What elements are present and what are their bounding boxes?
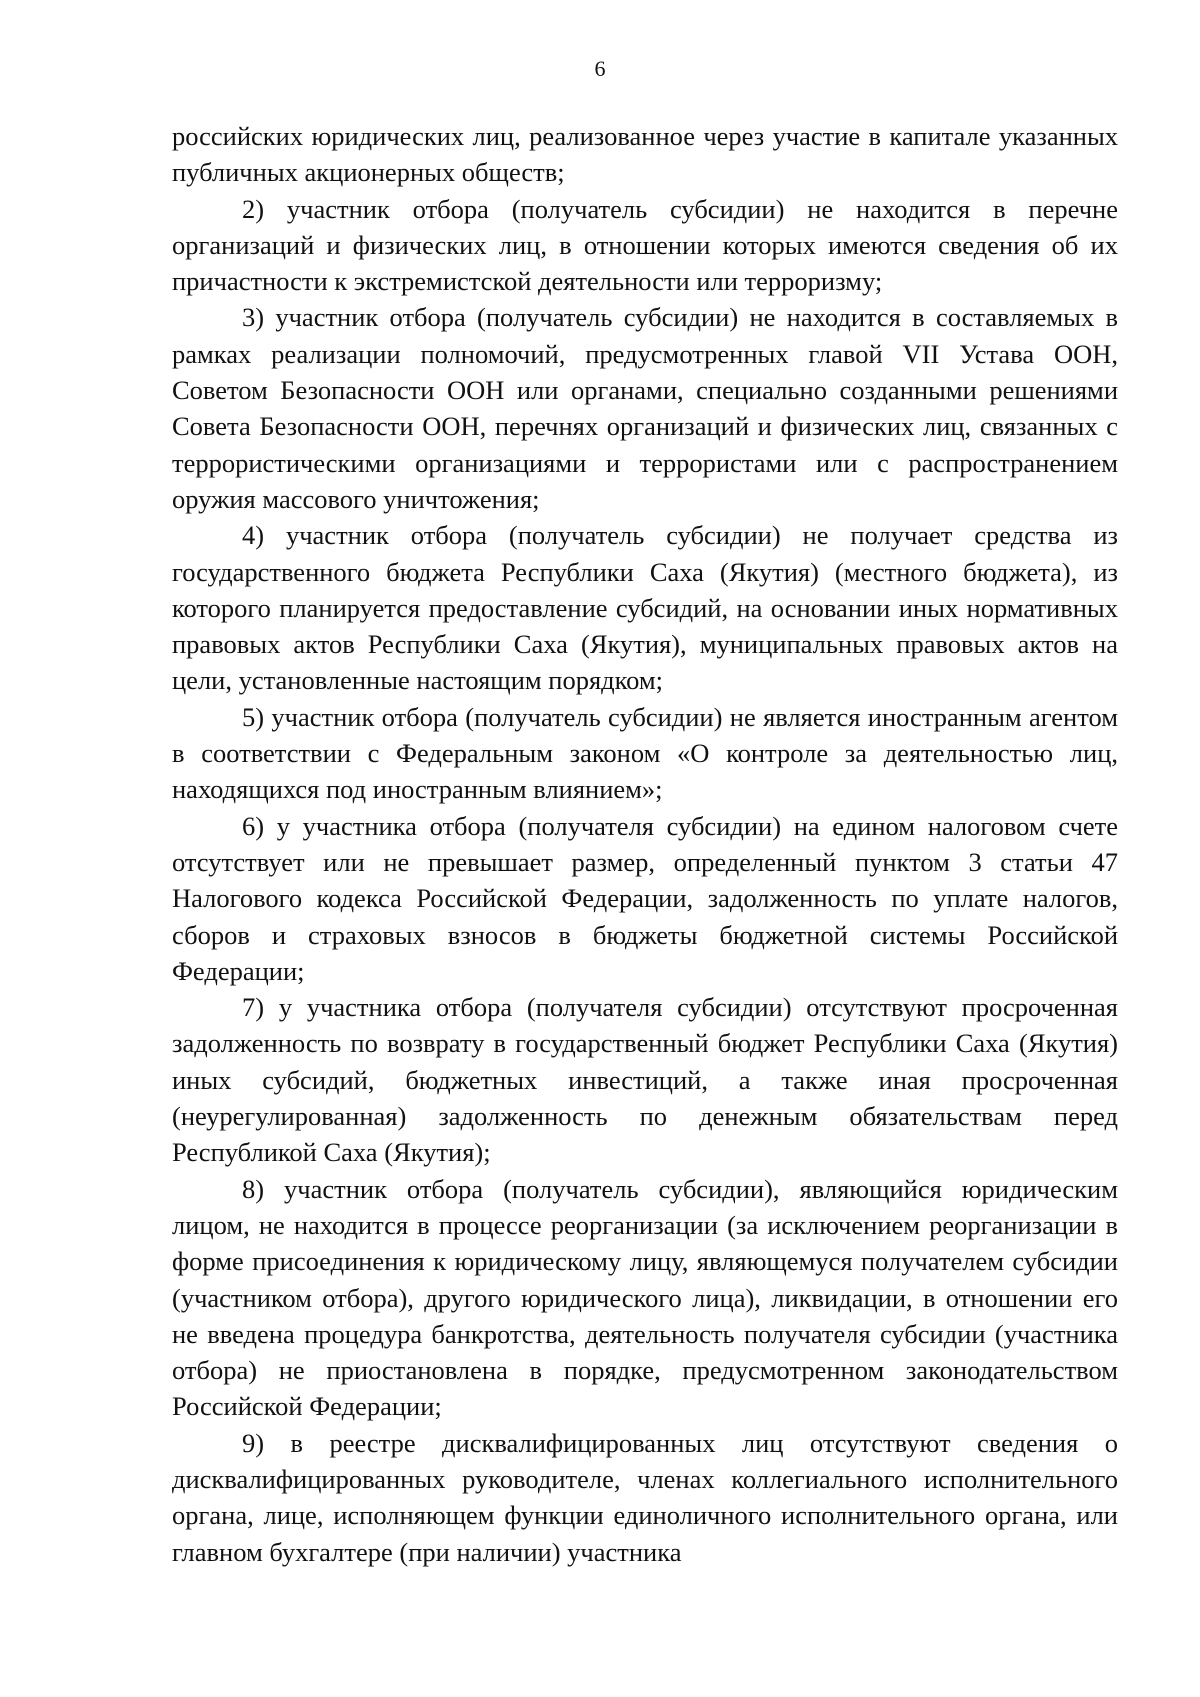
paragraph-item-2: 2) участник отбора (получатель субсидии) не находится в перечне организаций и физических лиц, в отношении которых имеются сведения об их причастности к экстремистской деятельности или терроризму;	[172, 193, 1118, 297]
document-body	[172, 118, 1118, 1570]
paragraph-item-9: 9) в реестре дисквалифицированных лиц отсутствуют сведения о дисквалифицированных руководителе, членах коллегиального исполнительного органа, лице, исполняющем функции единоличного исполнительного органа, или главном бухгалтере (при наличии) участника	[172, 1427, 1118, 1567]
page-number: 6	[594, 56, 606, 81]
paragraph-item-5: 5) участник отбора (получатель субсидии) не является иностранным агентом в соответствии с Федеральным законом «О контроле за деятельностью лиц, находящихся под иностранным влиянием»;	[172, 701, 1118, 805]
paragraph-item-3: 3) участник отбора (получатель субсидии) не находится в составляемых в рамках реализации полномочий, предусмотренных главой VII Устава ООН, Советом Безопасности ООН или органами, специально созданными решениями Совета Безопасности ООН, перечнях организаций и физических лиц, связанных с террористическими организациями и террористами или с распространением оружия массового уничтожения;	[172, 302, 1118, 514]
paragraph-item-7: 7) у участника отбора (получателя субсидии) отсутствуют просроченная задолженность по возврату в государственный бюджет Республики Саха (Якутия) иных субсидий, бюджетных инвестиций, а также иная просроченная (неурегулированная) задолженность по денежным обязательствам перед Республикой Саха (Якутия);	[172, 992, 1118, 1168]
paragraph-continuation: российских юридических лиц, реализованное через участие в капитале указанных публичных акционерных обществ;	[172, 121, 1118, 188]
paragraph-item-8: 8) участник отбора (получатель субсидии), являющийся юридическим лицом, не находится в процессе реорганизации (за исключением реорганизации в форме присоединения к юридическому лицу, являющемуся получателем субсидии (участником отбора), другого юридического лица), ликвидации, в отношении его не введена процедура банкротства, деятельность получателя субсидии (участника отбора) не приостановлена в порядке, предусмотренном законодательством Российской Федерации;	[172, 1173, 1118, 1422]
paragraph-item-4: 4) участник отбора (получатель субсидии) не получает средства из государственного бюджета Республики Саха (Якутия) (местного бюджета), из которого планируется предоставление субсидий, на основании иных нормативных правовых актов Республики Саха (Якутия), муниципальных правовых актов на цели, установленные настоящим порядком;	[172, 520, 1118, 696]
paragraph-item-6: 6) у участника отбора (получателя субсидии) на едином налоговом счете отсутствует или не превышает размер, определенный пунктом 3 статьи 47 Налогового кодекса Российской Федерации, задолженность по уплате налогов, сборов и страховых взносов в бюджеты бюджетной системы Российской Федерации;	[172, 810, 1118, 986]
